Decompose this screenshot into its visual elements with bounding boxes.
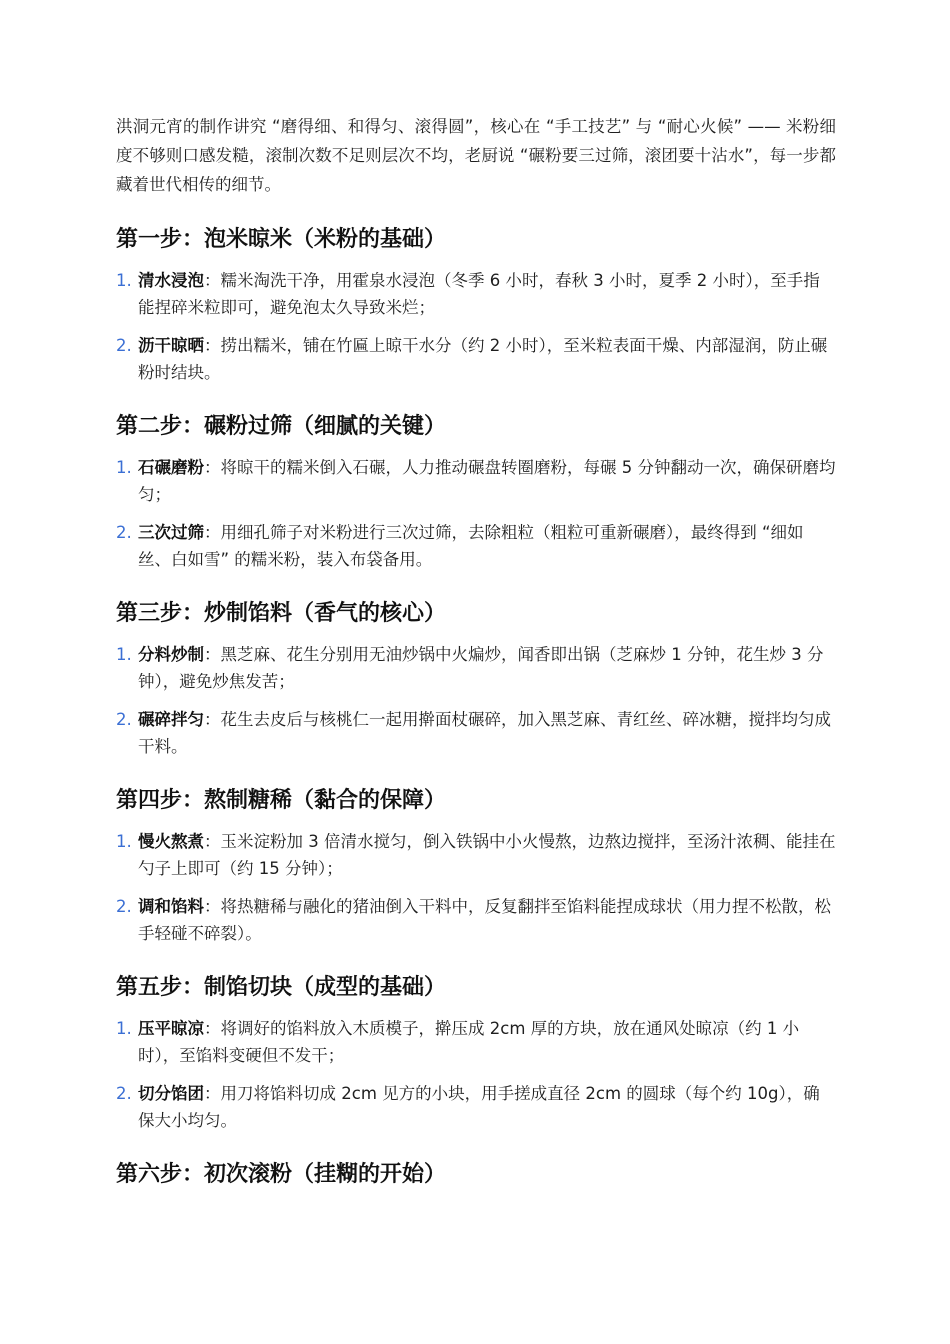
list-item: 2. 碾碎拌匀：花生去皮后与核桃仁一起用擀面杖碾碎，加入黑芝麻、青红丝、碎冰糖，搅拌均匀成干料。: [116, 706, 836, 760]
list-number: 2.: [116, 336, 132, 355]
list-item: 1. 石碾磨粉：将晾干的糯米倒入石碾，人力推动碾盘转圈磨粉，每碾 5 分钟翻动一次，确保研磨均匀；: [116, 454, 836, 508]
item-label: 调和馅料: [138, 897, 204, 916]
step-section: [116, 1160, 836, 1190]
step-title: 第三步：炒制馅料（香气的核心）: [116, 601, 447, 626]
step-list: [116, 828, 836, 947]
list-item: 2. 切分馅团：用刀将馅料切成 2cm 见方的小块，用手搓成直径 2cm 的圆球（每个约 10g），确保大小均匀。: [116, 1080, 836, 1134]
item-label: 慢火熬煮: [138, 832, 204, 851]
list-item: 1. 清水浸泡：糯米淘洗干净，用霍泉水浸泡（冬季 6 小时，春秋 3 小时，夏季 2 小时），至手指能捏碎米粒即可，避免泡太久导致米烂；: [116, 267, 836, 321]
list-item: 1. 压平晾凉：将调好的馅料放入木质模子，擀压成 2cm 厚的方块，放在通风处晾凉（约 1 小时），至馅料变硬但不发干；: [116, 1015, 836, 1069]
item-label: 三次过筛: [138, 523, 204, 542]
step-title: 第一步：泡米晾米（米粉的基础）: [116, 227, 447, 252]
step-section: [116, 412, 836, 573]
step-section: [116, 225, 836, 386]
list-number: 2.: [116, 897, 132, 916]
item-label: 压平晾凉: [138, 1019, 204, 1038]
step-section: [116, 599, 836, 760]
list-number: 2.: [116, 523, 132, 542]
item-text: 用刀将馅料切成 2cm 见方的小块，用手搓成直径 2cm 的圆球（每个约 10g），确保大小均匀。: [138, 1084, 820, 1130]
item-label: 沥干晾晒: [138, 336, 204, 355]
item-text: 花生去皮后与核桃仁一起用擀面杖碾碎，加入黑芝麻、青红丝、碎冰糖，搅拌均匀成干料。: [138, 710, 831, 756]
item-text: 将晾干的糯米倒入石碾，人力推动碾盘转圈磨粉，每碾 5 分钟翻动一次，确保研磨均匀；: [138, 458, 836, 504]
item-text: 玉米淀粉加 3 倍清水搅匀，倒入铁锅中小火慢熬，边熬边搅拌，至汤汁浓稠、能挂在勺子上即可（约 15 分钟）；: [138, 832, 836, 878]
step-title: 第四步：熬制糖稀（黏合的保障）: [116, 788, 447, 813]
list-item: 2. 三次过筛：用细孔筛子对米粉进行三次过筛，去除粗粒（粗粒可重新碾磨），最终得到 “细如丝、白如雪” 的糯米粉，装入布袋备用。: [116, 519, 836, 573]
item-label: 清水浸泡: [138, 271, 204, 290]
list-item: 2. 沥干晾晒：捞出糯米，铺在竹匾上晾干水分（约 2 小时），至米粒表面干燥、内部湿润，防止碾粉时结块。: [116, 332, 836, 386]
item-text: 黑芝麻、花生分别用无油炒锅中火煸炒，闻香即出锅（芝麻炒 1 分钟，花生炒 3 分钟），避免炒焦发苦；: [138, 645, 824, 691]
item-text: 将热糖稀与融化的猪油倒入干料中，反复翻拌至馅料能捏成球状（用力捏不松散，松手轻碰不碎裂）。: [138, 897, 831, 943]
item-label: 石碾磨粉: [138, 458, 204, 477]
list-number: 1.: [116, 1019, 132, 1038]
list-number: 2.: [116, 1084, 132, 1103]
step-list: [116, 454, 836, 573]
document-page: [116, 112, 836, 1202]
list-number: 1.: [116, 645, 132, 664]
step-list: [116, 641, 836, 760]
list-item: 1. 分料炒制：黑芝麻、花生分别用无油炒锅中火煸炒，闻香即出锅（芝麻炒 1 分钟，花生炒 3 分钟），避免炒焦发苦；: [116, 641, 836, 695]
list-item: 1. 慢火熬煮：玉米淀粉加 3 倍清水搅匀，倒入铁锅中小火慢熬，边熬边搅拌，至汤汁浓稠、能挂在勺子上即可（约 15 分钟）；: [116, 828, 836, 882]
item-text: 捞出糯米，铺在竹匾上晾干水分（约 2 小时），至米粒表面干燥、内部湿润，防止碾粉时结块。: [138, 336, 828, 382]
step-title: 第五步：制馅切块（成型的基础）: [116, 975, 447, 1000]
item-text: 用细孔筛子对米粉进行三次过筛，去除粗粒（粗粒可重新碾磨），最终得到 “细如丝、白如雪” 的糯米粉，装入布袋备用。: [138, 523, 804, 569]
list-number: 1.: [116, 458, 132, 477]
item-label: 分料炒制: [138, 645, 204, 664]
step-section: [116, 786, 836, 947]
step-list: [116, 267, 836, 386]
item-label: 碾碎拌匀: [138, 710, 204, 729]
item-text: 糯米淘洗干净，用霍泉水浸泡（冬季 6 小时，春秋 3 小时，夏季 2 小时），至手指能捏碎米粒即可，避免泡太久导致米烂；: [138, 271, 820, 317]
step-title: 第六步：初次滚粉（挂糊的开始）: [116, 1162, 447, 1187]
step-title: 第二步：碾粉过筛（细腻的关键）: [116, 414, 447, 439]
item-text: 将调好的馅料放入木质模子，擀压成 2cm 厚的方块，放在通风处晾凉（约 1 小时），至馅料变硬但不发干；: [138, 1019, 800, 1065]
item-label: 切分馅团: [138, 1084, 204, 1103]
step-list: [116, 1015, 836, 1134]
step-section: [116, 973, 836, 1134]
list-number: 1.: [116, 832, 132, 851]
list-number: 1.: [116, 271, 132, 290]
list-number: 2.: [116, 710, 132, 729]
intro-paragraph: 洪洞元宵的制作讲究 “磨得细、和得匀、滚得圆”，核心在 “手工技艺” 与 “耐心火候” —— 米粉细度不够则口感发糙，滚制次数不足则层次不均，老厨说 “碾粉要三过筛，滚团要十沾水”，每一步都藏着世代相传的细节。: [116, 117, 836, 194]
list-item: 2. 调和馅料：将热糖稀与融化的猪油倒入干料中，反复翻拌至馅料能捏成球状（用力捏不松散，松手轻碰不碎裂）。: [116, 893, 836, 947]
